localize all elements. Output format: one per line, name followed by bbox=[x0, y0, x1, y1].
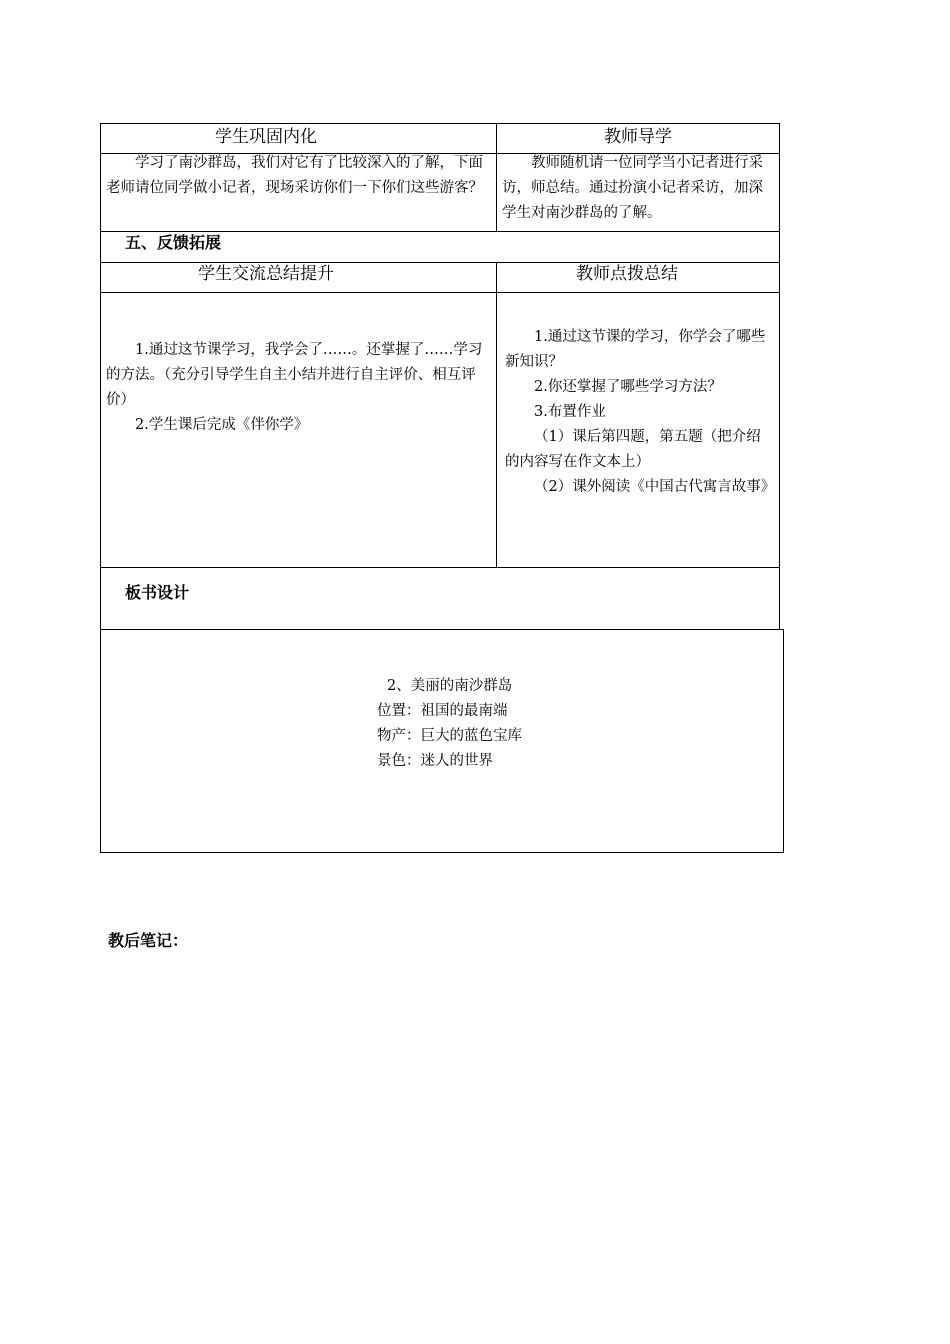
teacher-guide-text: 教师随机请一位同学当小记者进行采访，师总结。通过扮演小记者采访，加深学生对南沙群岛的了解。 bbox=[502, 155, 763, 221]
teacher-summary-line: 3.布置作业 bbox=[534, 404, 606, 420]
teacher-summary-line: （2）课外阅读《中国古代寓言故事》 bbox=[534, 479, 776, 495]
student-summary-line: 2.学生课后完成《伴你学》 bbox=[135, 417, 309, 433]
student-summary-line: 1.通过这节课学习，我学会了……。还掌握了……学习的方法。（充分引导学生自主小结并进行自主评价、相互评价） bbox=[106, 342, 483, 408]
board-design-title: 板书设计 bbox=[125, 583, 190, 602]
teacher-guide-header: 教师导学 bbox=[604, 127, 672, 147]
teacher-summary-line: 1.通过这节课的学习，你学会了哪些新知识？ bbox=[505, 329, 766, 370]
teacher-summary-text bbox=[505, 325, 775, 500]
student-summary-header: 学生交流总结提升 bbox=[198, 264, 334, 284]
board-heading: 2、美丽的南沙群岛 bbox=[387, 678, 513, 694]
board-content bbox=[377, 674, 637, 774]
student-summary-text bbox=[106, 338, 492, 438]
teacher-summary-line: 2.你还掌握了哪些学习方法？ bbox=[534, 379, 722, 395]
board-line: 景色：迷人的世界 bbox=[377, 753, 493, 769]
student-consolidate-header: 学生巩固内化 bbox=[215, 127, 317, 147]
board-line: 物产：巨大的蓝色宝库 bbox=[377, 728, 522, 744]
teacher-summary-line: （1）课后第四题，第五题（把介绍的内容写在作文本上） bbox=[505, 429, 761, 470]
board-line: 位置：祖国的最南端 bbox=[377, 703, 508, 719]
section5-title: 五、反馈拓展 bbox=[125, 233, 222, 252]
student-consolidate-text: 学习了南沙群岛，我们对它有了比较深入的了解，下面老师请位同学做小记者，现场采访你们一下你们这些游客？ bbox=[106, 155, 483, 196]
teacher-summary-header: 教师点拨总结 bbox=[576, 264, 678, 284]
teaching-notes-title: 教后笔记： bbox=[108, 931, 189, 950]
